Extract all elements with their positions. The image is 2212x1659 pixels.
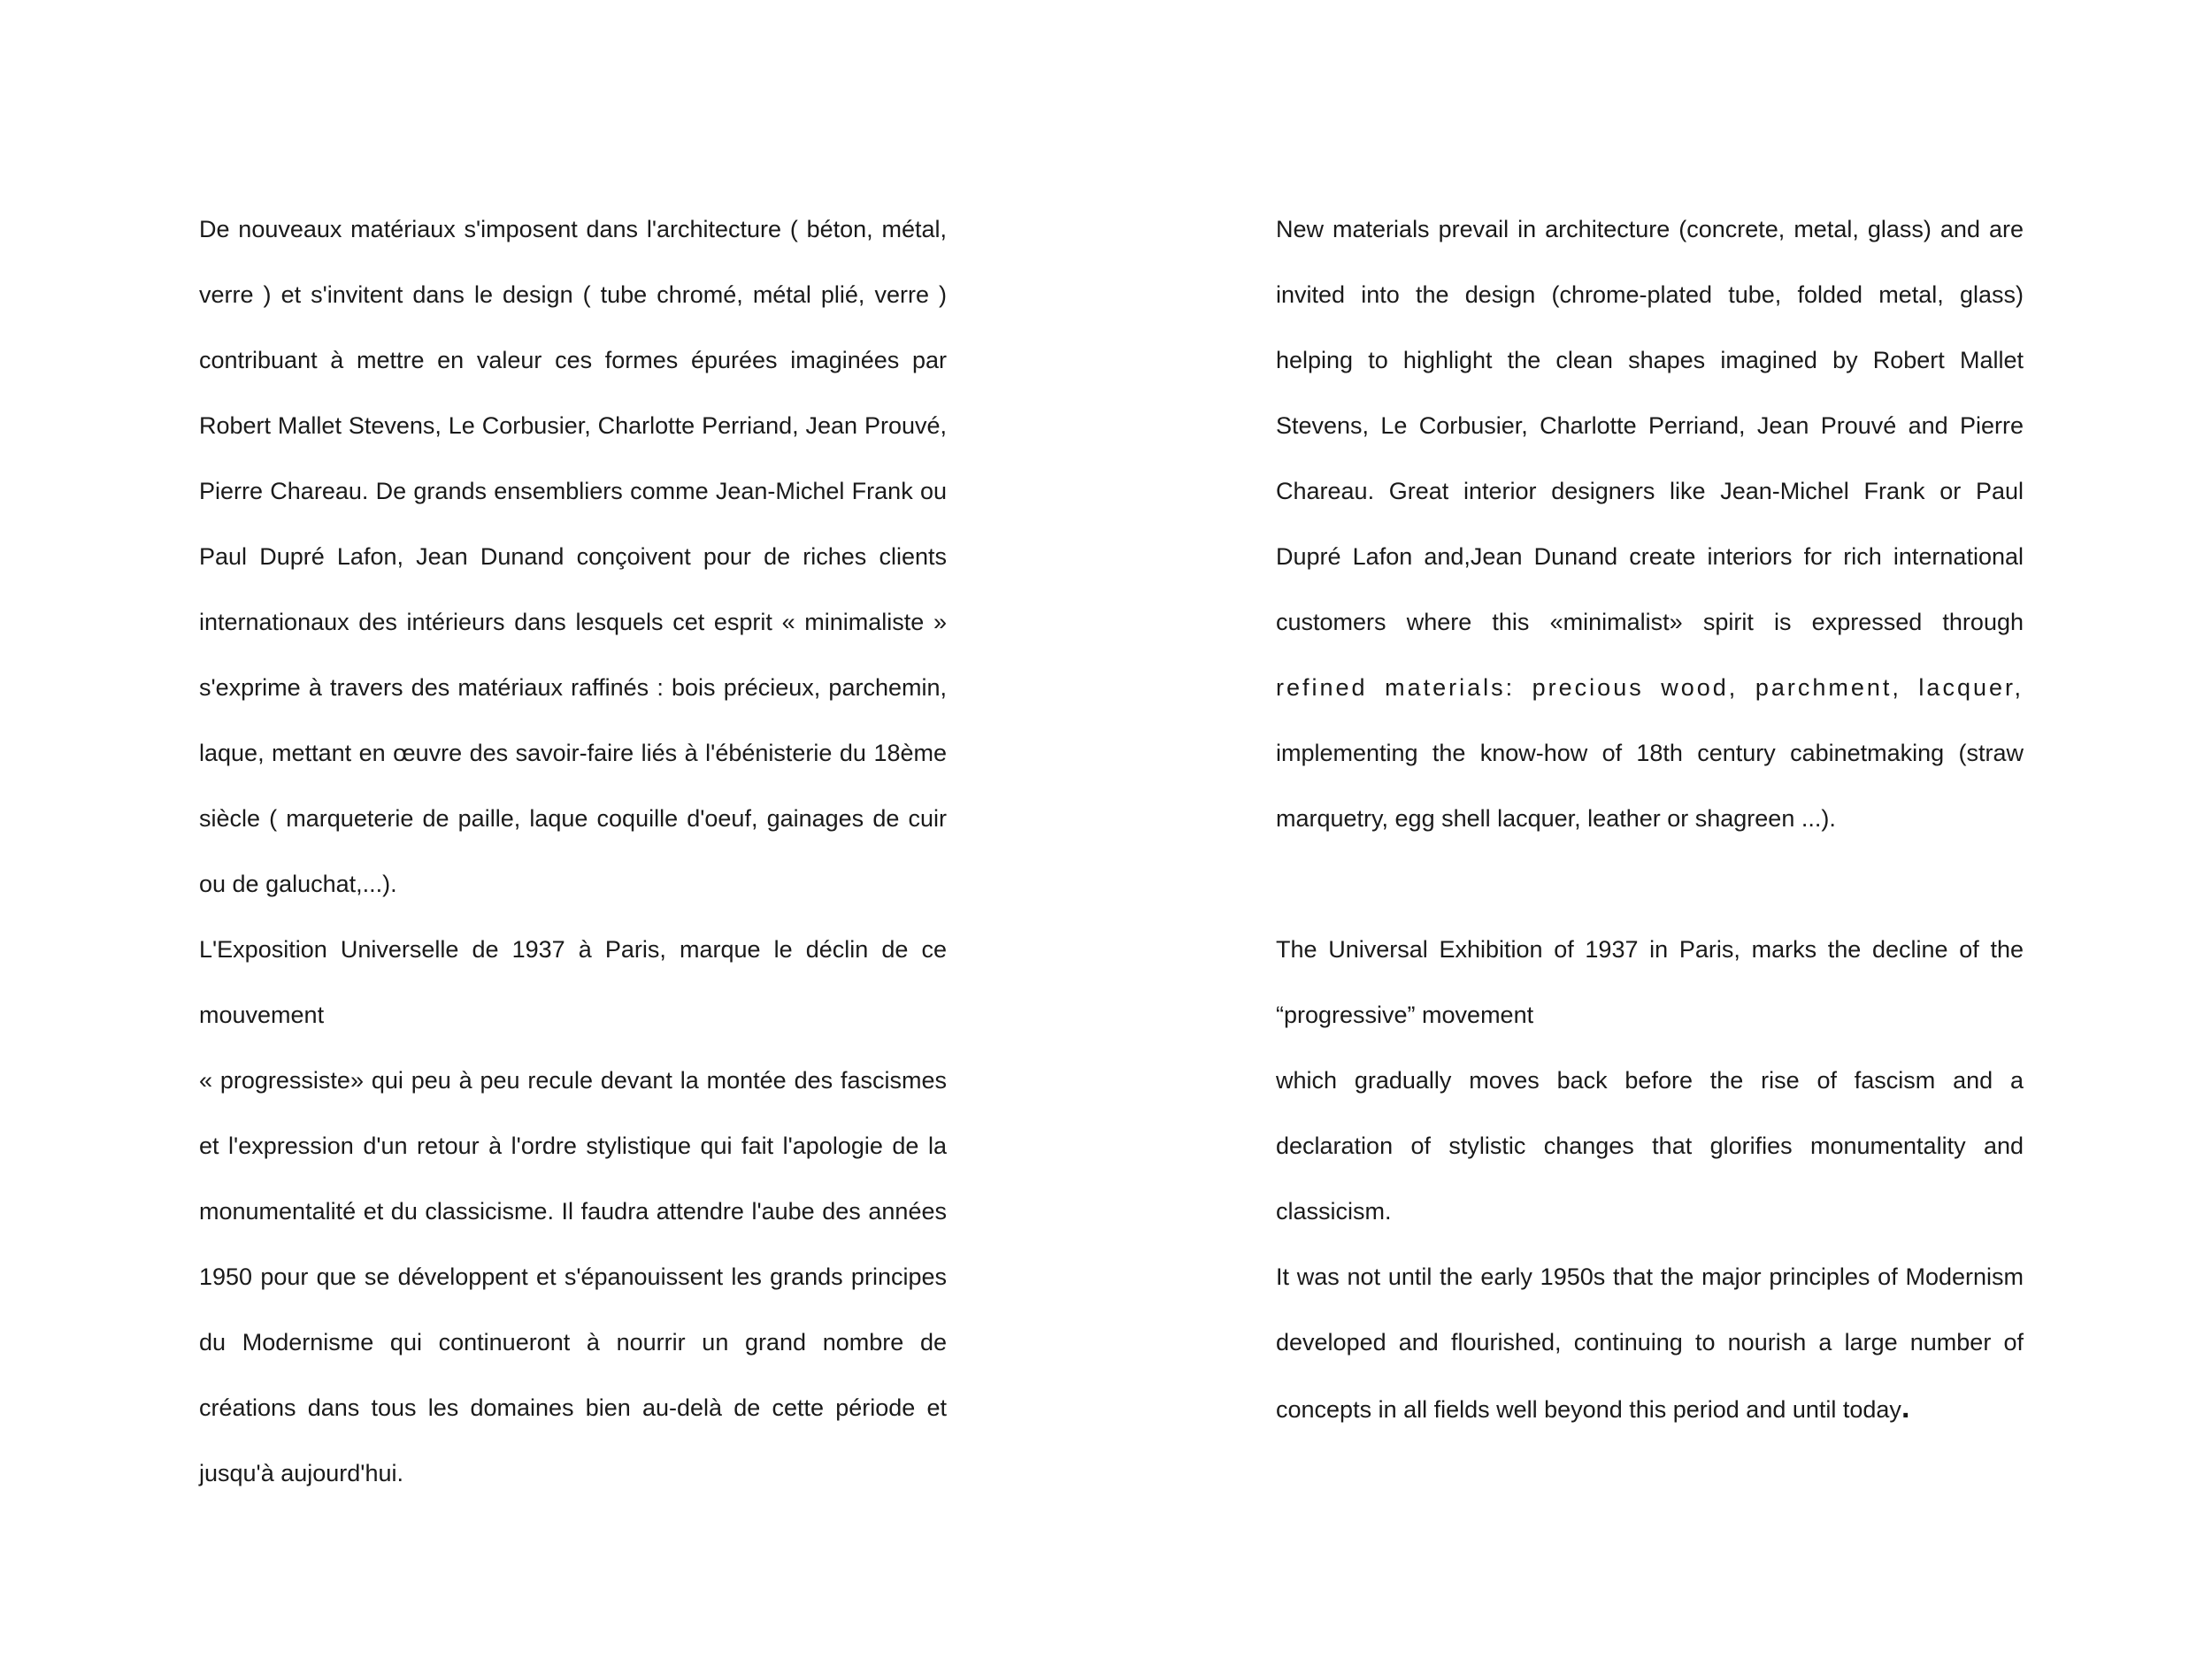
english-text-column xyxy=(1276,196,2024,1442)
french-paragraph-materials: De nouveaux matériaux s'imposent dans l'architecture ( béton, métal, verre ) et s'invitent dans le design ( tube chromé, métal plié, verre ) contribuant à mettre en valeur ces formes épurées imaginées par Robert Mallet Stevens, Le Corbusier, Charlotte Perriand, Jean Prouvé, Pierre Chareau. De grands ensembliers comme Jean-Michel Frank ou Paul Dupré Lafon, Jean Dunand conçoivent pour de riches clients internationaux des intérieurs dans lesquels cet esprit « minimaliste » s'exprime à travers des matériaux raffinés : bois précieux, parchemin, laque, mettant en œuvre des savoir-faire liés à l'ébénisterie du 18ème siècle ( marqueterie de paille, laque coquille d'oeuf, gainages de cuir ou de galuchat,...). xyxy=(199,216,947,897)
french-paragraph-exposition: L'Exposition Universelle de 1937 à Paris, marque le déclin de ce mouvement xyxy=(199,936,947,1028)
english-paragraph-materials xyxy=(1276,196,2024,851)
english-paragraph-modernism-period: . xyxy=(1901,1391,1910,1425)
english-paragraph-fascism: which gradually moves back before the rise of fascism and a declaration of stylistic changes that glorifies monumentality and classicism. xyxy=(1276,1067,2024,1225)
english-paragraph-materials-part-b: refined materials: precious wood, parchment, lacquer, xyxy=(1276,674,2024,701)
english-paragraph-materials-part-c: implementing the know-how of 18th century cabinetmaking (straw marquetry, egg shell lacquer, leather or shagreen ...). xyxy=(1276,740,2024,832)
english-paragraph-modernism xyxy=(1276,1244,2024,1442)
english-paragraph-modernism-text: It was not until the early 1950s that the major principles of Modernism developed and flourished, continuing to nourish a large number of concepts in all fields well beyond this period and until today xyxy=(1276,1263,2024,1423)
english-paragraph-exhibition: The Universal Exhibition of 1937 in Paris, marks the decline of the “progressive” movement xyxy=(1276,936,2024,1028)
english-paragraph-materials-part-a: New materials prevail in architecture (concrete, metal, glass) and are invited into the design (chrome-plated tube, folded metal, glass) helping to highlight the clean shapes imagined by Robert Mallet Stevens, Le Corbusier, Charlotte Perriand, Jean Prouvé and Pierre Chareau. Great interior designers like Jean-Michel Frank or Paul Dupré Lafon and,Jean Dunand create interiors for rich international customers where this «minimalist» spirit is expressed through xyxy=(1276,216,2024,635)
french-paragraph-progressiste: « progressiste» qui peu à peu recule devant la montée des fascismes et l'expression d'un retour à l'ordre stylistique qui fait l'apologie de la monumentalité et du classicisme. Il faudra attendre l'aube des années 1950 pour que se développent et s'épanouissent les grands principes du Modernisme qui continueront à nourrir un grand nombre de créations dans tous les domaines bien au-delà de cette période et jusqu'à aujourd'hui. xyxy=(199,1067,947,1486)
french-text-column xyxy=(199,196,947,1506)
